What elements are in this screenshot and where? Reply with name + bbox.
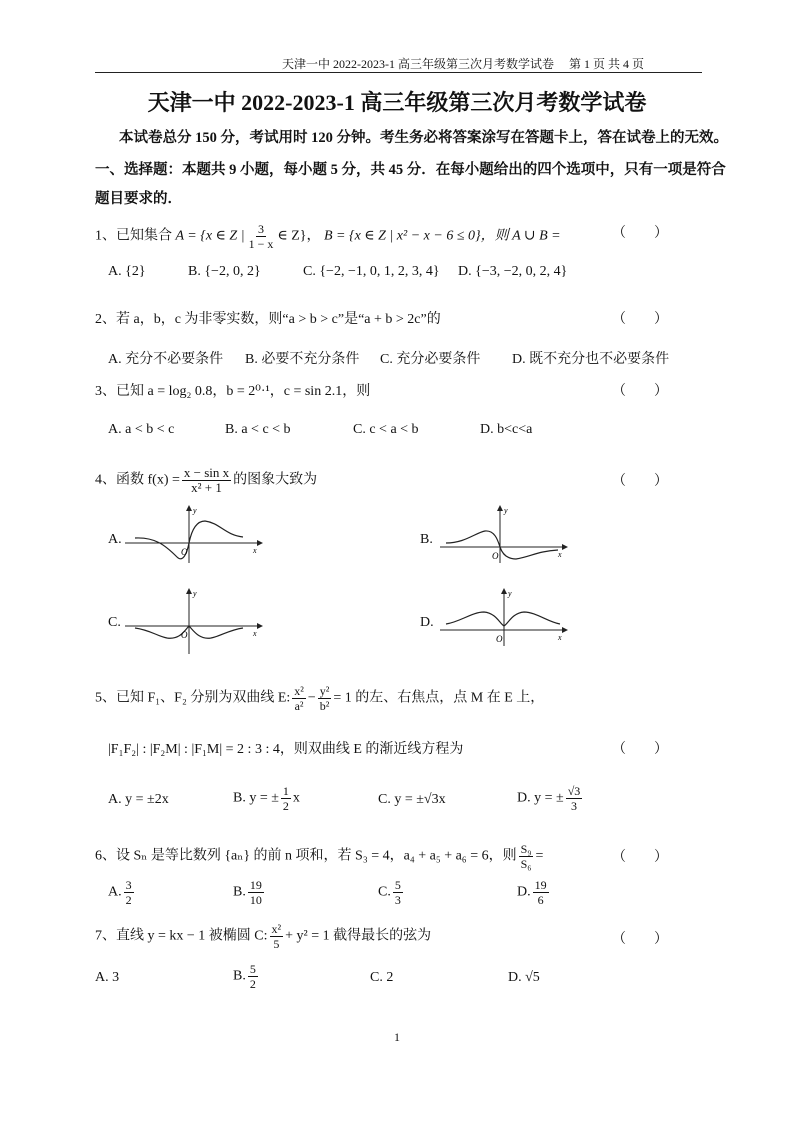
page-title: 天津一中 2022-2023-1 高三年级第三次月考数学试卷: [147, 90, 647, 115]
answer-paren-6: （ ）: [612, 850, 668, 865]
answer-paren-2: （ ）: [612, 312, 668, 327]
q1-option-c: C. {−2, −1, 0, 1, 2, 3, 4}: [303, 264, 440, 279]
q3-option-a: A. a < b < c: [108, 422, 175, 437]
q2-option-a: A. 充分不必要条件: [108, 352, 224, 367]
q5-option-a: A. y = ±2x: [108, 792, 169, 807]
section-heading-cont: 题目要求的．: [95, 191, 182, 207]
q3-option-b: B. a < c < b: [225, 422, 291, 437]
q6-option-b: B. $\frac{19}{10}$: [233, 878, 262, 907]
q2-option-b: B. 必要不充分条件: [245, 352, 360, 367]
y-axis-label: y: [193, 506, 197, 515]
question-1: 1、已知集合 A = {x ∈ Z | $\frac{3}{1 - x}$ ∈ Z}， B = {x ∈ Z | x² − x − 6 ≤ 0}，则 A ∪ B =: [95, 222, 561, 251]
question-2: 2、若 a，b，c 为非零实数，则“a > b > c”是“a + b > 2c”的: [95, 312, 441, 327]
question-6: 6、设 Sₙ 是等比数列 {aₙ} 的前 n 项和，若 S₃ = 4，a₄ + a₅ + a₆ = 6，则 $\frac{\text{S₉}}{\text{S₆}}$ =: [95, 842, 544, 871]
page-header: 天津一中 2022-2023-1 高三年级第三次月考数学试卷 第 1 页 共 4 页: [282, 57, 644, 71]
q4-option-a-label: A.: [108, 532, 122, 547]
y-axis-label: y: [508, 589, 512, 598]
x-axis-label: x: [558, 633, 562, 642]
q4-option-d-label: D.: [420, 615, 434, 630]
q2-option-d: D. 既不充分也不必要条件: [512, 352, 670, 367]
q7-option-c: C. 2: [370, 970, 394, 985]
q5-option-c: C. y = ±√3x: [378, 792, 446, 807]
q5-option-d: D. y = ± $\frac{√3}{3}$: [517, 784, 581, 813]
answer-paren-1: （ ）: [612, 226, 668, 241]
page-number: 1: [394, 1030, 400, 1044]
answer-paren-7: （ ）: [612, 932, 668, 947]
answer-paren-5: （ ）: [612, 742, 668, 757]
q6-option-c: C. $\frac{5}{3}$: [378, 878, 401, 907]
instructions: 本试卷总分 150 分，考试用时 120 分钟。考生务必将答案涂写在答题卡上，答在试卷上的无效。: [119, 130, 728, 146]
answer-paren-3: （ ）: [612, 384, 668, 399]
y-axis-label: y: [504, 506, 508, 515]
q3-option-d: D. b<c<a: [480, 422, 533, 437]
q7-option-b: B. $\frac{5}{2}$: [233, 962, 256, 991]
header-rule: [95, 72, 702, 73]
question-5: 5、已知 F₁、F₂ 分别为双曲线 E: $\frac{\text{x²}}{\text{a²}}$ − $\frac{\text{y²}}{\text{b²}}$ = 1 的左、右焦点，点 M 在 E 上，: [95, 684, 545, 713]
q4-option-b-label: B.: [420, 532, 433, 547]
q2-option-c: C. 充分必要条件: [380, 352, 481, 367]
question-5-line2: |F₁F₂| : |F₂M| : |F₁M| = 2 : 3 : 4，则双曲线 E 的渐近线方程为: [108, 742, 464, 757]
q4-graph-a: [125, 505, 265, 565]
q6-option-d: D. $\frac{19}{6}$: [517, 878, 547, 907]
origin-label: O: [496, 634, 503, 644]
origin-label: O: [492, 551, 499, 561]
q4-graph-b: [440, 505, 570, 565]
x-axis-label: x: [253, 546, 257, 555]
answer-paren-4: （ ）: [612, 474, 668, 489]
question-3: 3、已知 a = log₂ 0.8，b = 2⁰·¹，c = sin 2.1，则: [95, 384, 371, 399]
q3-option-c: C. c < a < b: [353, 422, 419, 437]
question-4: 4、函数 f(x) = $\frac{\text{x − sin x}}{\text{x² + 1}}$ 的图象大致为: [95, 465, 318, 495]
q4-graph-c: [125, 588, 265, 658]
q7-option-d: D. √5: [508, 970, 540, 985]
q1-option-d: D. {−3, −2, 0, 2, 4}: [458, 264, 568, 279]
q7-option-a: A. 3: [95, 970, 120, 985]
q4-option-c-label: C.: [108, 615, 121, 630]
x-axis-label: x: [253, 629, 257, 638]
q1-option-b: B. {−2, 0, 2}: [188, 264, 261, 279]
q5-option-b: B. y = ± $\frac{1}{2}$ x: [233, 784, 300, 813]
origin-label: O: [181, 630, 188, 640]
origin-label: O: [181, 547, 188, 557]
x-axis-label: x: [558, 550, 562, 559]
section-heading: 一、选择题：本题共 9 小题，每小题 5 分，共 45 分．在每小题给出的四个选项中，只有一项是符合: [95, 162, 726, 178]
question-7: 7、直线 y = kx − 1 被椭圆 C: $\frac{\text{x²}}{5}$ + y² = 1 截得最长的弦为: [95, 922, 432, 951]
q6-option-a: A. $\frac{3}{2}$: [108, 878, 132, 907]
q4-graph-d: [440, 588, 570, 648]
y-axis-label: y: [193, 589, 197, 598]
q1-option-a: A. {2}: [108, 264, 146, 279]
